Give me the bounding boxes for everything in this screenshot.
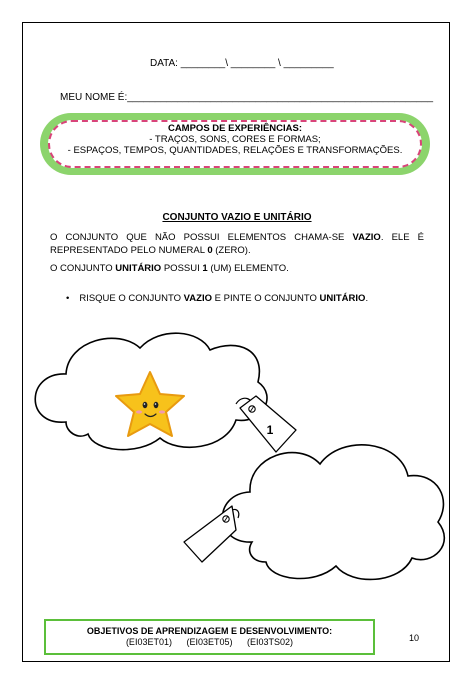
objetivo-code: (EI03TS02)	[247, 637, 294, 647]
objetivos-codes	[46, 637, 373, 648]
bullet-dot: •	[66, 293, 70, 304]
name-line: MEU NOME É:_______________________________________________________	[60, 92, 434, 103]
paragraph-vazio-line1: O CONJUNTO QUE NÃO POSSUI ELEMENTOS CHAMA-SE VAZIO. ELE É	[50, 232, 425, 243]
tag-vazio	[184, 506, 236, 562]
objetivo-code: (EI03ET01)	[125, 637, 172, 647]
date-line: DATA: ________\ ________ \ _________	[150, 58, 334, 69]
objetivos-box	[44, 619, 375, 655]
campos-title: CAMPOS DE EXPERIÊNCIAS:	[167, 123, 303, 134]
page-number: 10	[409, 633, 420, 643]
objetivo-code: (EI03ET05)	[186, 637, 233, 647]
section-title: CONJUNTO VAZIO E UNITÁRIO	[162, 212, 312, 223]
cloud-bottom-right[interactable]	[222, 445, 444, 580]
objetivos-title: OBJETIVOS DE APRENDIZAGEM E DESENVOLVIMENTO:	[86, 626, 333, 636]
campos-line-2: - ESPAÇOS, TEMPOS, QUANTIDADES, RELAÇÕES E TRANSFORMAÇÕES.	[67, 145, 403, 156]
paragraph-unitario: O CONJUNTO UNITÁRIO POSSUI 1 (UM) ELEMENTO.	[50, 263, 289, 274]
paragraph-vazio-line2: REPRESENTADO PELO NUMERAL 0 (ZERO).	[50, 245, 251, 256]
campos-line-1: - TRAÇOS, SONS, CORES E FORMAS;	[149, 134, 321, 145]
instruction-bullet: • RISQUE O CONJUNTO VAZIO E PINTE O CONJUNTO UNITÁRIO.	[66, 293, 369, 304]
tag-unitario-label: 1	[266, 423, 274, 437]
